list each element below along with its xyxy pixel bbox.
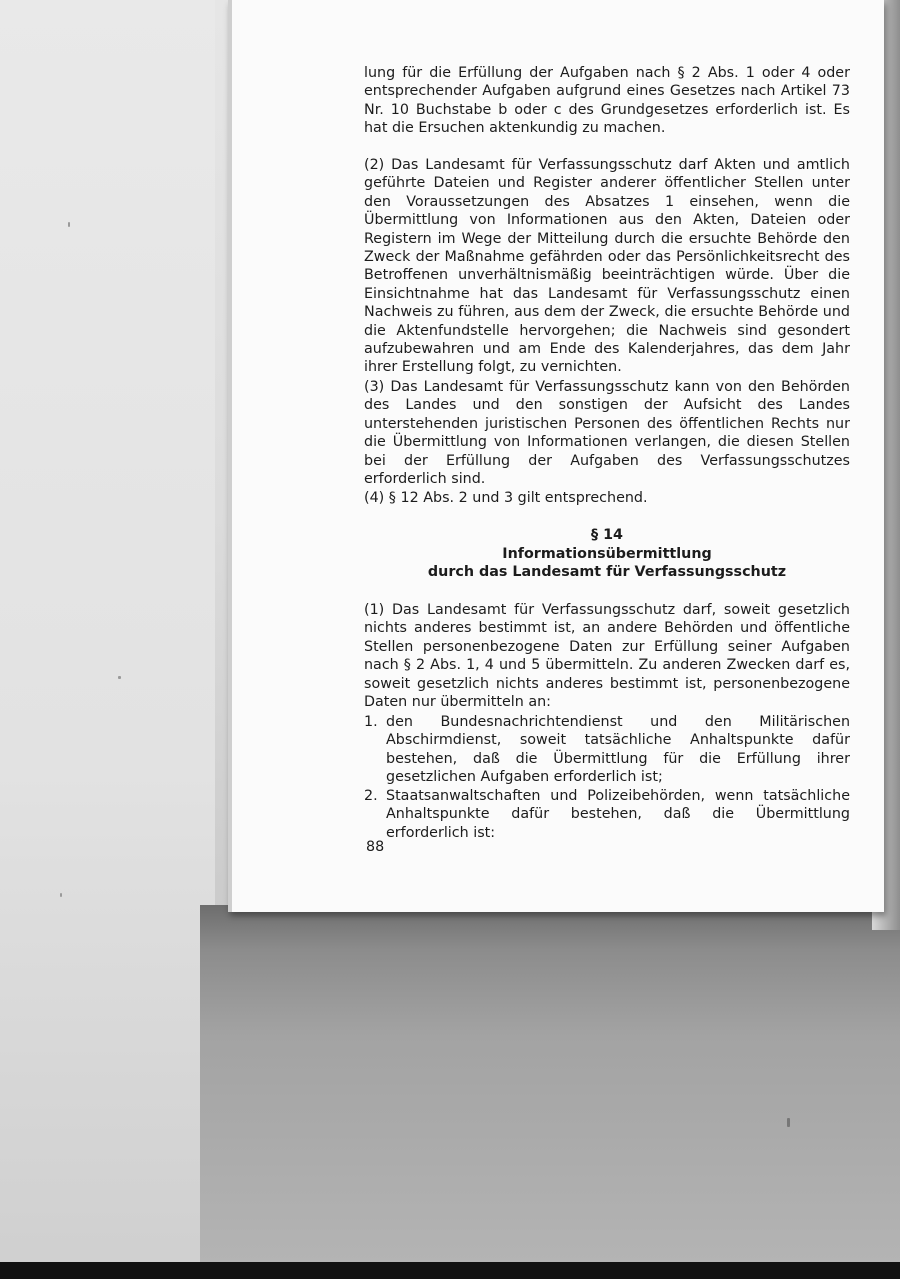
scan-speck (118, 676, 121, 679)
scanner-background-left (0, 0, 215, 1279)
paragraph-continuation: lung für die Erfüllung der Aufgaben nach § 2 Abs. 1 oder 4 oder entsprechender Aufgaben aufgrund eines Gesetzes nach Artikel 73 Nr. 10 Buchstabe b oder c des Grundgesetzes erforderlich ist. Es hat die Ersuchen aktenkundig zu machen. (364, 65, 850, 137)
paragraph-4: (4) § 12 Abs. 2 und 3 gilt entsprechend. (364, 490, 648, 506)
scanner-background-bottom (200, 905, 900, 1279)
scan-speck (68, 222, 70, 227)
scan-speck (787, 1118, 790, 1127)
section-paragraph-1: (1) Das Landesamt für Verfassungsschutz darf, soweit gesetzlich nichts anderes bestimmt ist, an andere Behörden und öffentliche Stellen personenbezogene Daten zur Erfüllung seiner Aufgaben nach § 2 Abs. 1, 4 und 5 übermitteln. Zu anderen Zwecken darf es, soweit gesetzlich nichts anderes bestimmt ist, personenbezogene Daten nur übermitteln an: (364, 602, 850, 711)
list-item-number: 2. (364, 788, 378, 804)
scan-edge-bottom (0, 1262, 900, 1279)
list-item (364, 787, 850, 842)
section-title-line-1: Informationsübermittlung (502, 545, 712, 562)
list-item-number: 1. (364, 714, 378, 730)
paragraph-2: (2) Das Landesamt für Verfassungsschutz darf Akten und amtlich geführte Dateien und Register anderer öffentlicher Stellen unter den Voraussetzungen des Absatzes 1 einsehen, wenn die Übermittlung von Informationen aus den Akten, Dateien oder Registern im Wege der Mitteilung durch die ersuchte Behörde den Zweck der Maßnahme gefährden oder das Persönlichkeitsrecht des Betroffenen unverhältnismäßig beeinträchtigen würde. Über die Einsichtnahme hat das Landesamt für Verfassungsschutz einen Nachweis zu führen, aus dem der Zweck, die ersuchte Behörde und die Aktenfundstelle hervorgehen; die Nachweis sind gesondert aufzubewahren und am Ende des Kalenderjahres, das dem Jahr ihrer Erstellung folgt, zu vernichten. (364, 157, 850, 376)
paragraph-3: (3) Das Landesamt für Verfassungsschutz kann von den Behörden des Landes und den sonstigen der Aufsicht des Landes unterstehenden juristischen Personen des öffentlichen Rechts nur die Übermittlung von Informationen verlangen, die diesen Stellen bei der Erfüllung der Aufgaben des Verfassungsschutzes erforderlich sind. (364, 379, 850, 488)
page-number: 88 (366, 839, 385, 855)
list-item (364, 713, 850, 787)
section-number: § 14 (590, 527, 624, 543)
scan-speck (60, 893, 62, 897)
list-item-text: Staatsanwaltschaften und Polizeibehörden, wenn tatsächliche Anhaltspunkte dafür bestehen, daß die Übermittlung erforderlich ist: (386, 788, 850, 841)
section-title-line-2: durch das Landesamt für Verfassungsschutz (427, 564, 787, 581)
section-heading (364, 526, 850, 582)
list-item-text: den Bundesnachrichtendienst und den Militärischen Abschirmdienst, soweit tatsächliche Anhaltspunkte dafür bestehen, daß die Übermittlung für die Erfüllung ihrer gesetzlichen Aufgaben erforderlich ist; (386, 714, 850, 786)
